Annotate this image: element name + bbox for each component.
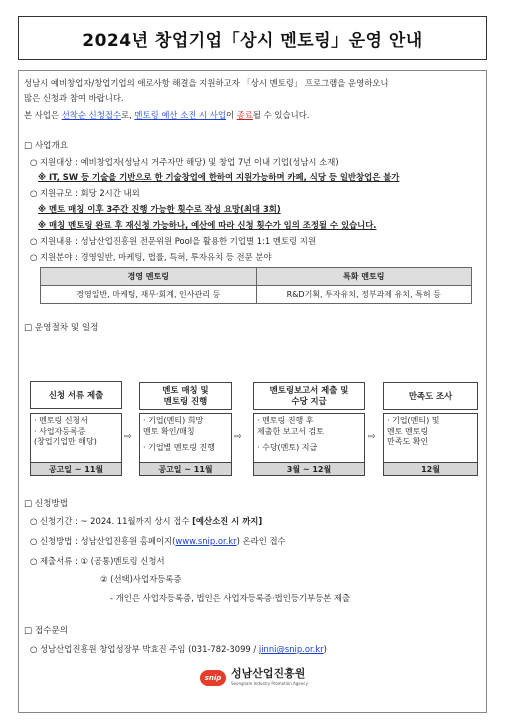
apply-docs-2: ② (선택)사업자등록증 [100,574,182,584]
step-3-item: 제출한 보고서 검토 [257,426,324,436]
first-come-highlight: 선착순 신청접수 [61,110,121,120]
apply-method-text: ) 온라인 접수 [236,536,286,546]
overview-scale-note-1: ※ 멘토 매칭 이후 3주간 진행 가능한 횟수로 작성 요망(최대 3회) [38,204,281,214]
overview-scale: ○ 지원규모 : 회당 2시간 내외 [30,188,140,198]
table-cell-management: 경영일반, 마케팅, 재무·회계, 인사관리 등 [41,286,257,304]
step-1-item: (창업기업만 해당) [34,437,97,446]
step-4-head: 만족도 조사 [383,382,478,410]
overview-target-note: ※ IT, SW 등 기술을 기반으로 한 기술창업에 한하여 지원가능하며 카페, 식당 등 일반창업은 불가 [38,172,400,182]
apply-docs-1: ○ 제출서류 : ① (공통)멘토링 신청서 [30,556,165,566]
apply-method [30,536,286,547]
overview-heading: □ 사업개요 [24,141,69,151]
page-title: 2024년 창업기업「상시 멘토링」운영 안내 [18,16,487,60]
step-2-item: · 기업(멘티) 희망 [143,416,204,425]
apply-period [30,516,262,527]
arrow-right-icon: ⇨ [234,432,242,442]
step-3-item: · 수당(멘토) 지급 [257,443,318,452]
apply-method-text: ○ 신청방법 : 성남산업진흥원 홈페이지( [30,536,176,546]
step-3-body [253,413,365,463]
apply-docs-3: - 개인은 사업자등록증, 법인은 사업자등록증·법인등기부등본 제출 [110,593,351,603]
step-3-period: 3월 ~ 12월 [253,462,365,476]
procedure-heading: □ 운영절차 및 일정 [24,323,99,333]
intro-line-3 [24,110,309,121]
overview-scale-note-2: ※ 매칭 멘토링 완료 후 재신청 가능하나, 예산에 따라 신청 횟수가 임의 조정될 수 있습니다. [38,220,377,230]
logo-subtitle: Seongnam Industry Promotion Agency [231,681,308,686]
contact-text: ) [323,644,327,654]
contact-heading: □ 접수문의 [24,626,69,636]
step-2-body [139,413,232,463]
arrow-right-icon: ⇨ [124,432,132,442]
mentoring-field-table [40,267,472,304]
contact-line [30,644,327,655]
intro-text: 될 수 있습니다. [252,110,310,120]
step-4-item: 만족도 확인 [387,437,429,446]
intro-line-2: 많은 신청과 참여 바랍니다. [24,93,124,103]
apply-period-budget: [예산소진 시 까지] [192,516,263,526]
step-1-period: 공고일 ~ 11월 [30,462,122,476]
step-2-item: · 기업별 멘토링 진행 [143,443,215,452]
step-4-period: 12월 [383,462,478,476]
step-1-head: 신청 서류 제출 [30,381,122,409]
intro-text: 본 사업은 [24,110,62,120]
apply-heading: □ 신청방법 [24,499,69,509]
step-2-item: 멘토 확인/매칭 [143,426,195,436]
budget-highlight: 멘토링 예산 소진 시 사업 [134,110,226,120]
table-cell-special: R&D기획, 투자유치, 정부과제 유치, 특허 등 [256,286,472,304]
step-2-period: 공고일 ~ 11월 [139,462,232,476]
step-4-body [383,413,478,463]
step-1-item: · 멘토링 신청서 [34,416,88,425]
step-1-item: · 사업자등록증 [34,426,86,436]
step-4-item: 멘토 멘토링 [387,426,429,436]
step-2-head: 멘토 매칭 및 멘토링 진행 [139,382,232,410]
step-3-item: · 멘토링 진행 후 [257,416,314,425]
snip-logo-icon: snip [200,670,226,686]
end-highlight: 종료 [236,110,253,120]
overview-content: ○ 지원내용 : 성남산업진흥원 전문위원 Pool을 활용한 기업별 1:1 멘토링 지원 [30,236,316,246]
overview-field: ○ 지원분야 : 경영일반, 마케팅, 법률, 특허, 투자유치 등 전문 분야 [30,252,272,262]
contact-email-link[interactable]: jinni@snip.or.kr [258,644,324,654]
table-header-management: 경영 멘토링 [41,268,257,286]
step-4-item: · 기업(멘티) 및 [387,416,440,425]
intro-text: 이 [225,110,237,120]
step-1-body [30,413,122,463]
arrow-right-icon: ⇨ [368,432,376,442]
table-header-special: 특화 멘토링 [256,268,472,286]
contact-text: ○ 성남산업진흥원 창업성장부 박효진 주임 (031-782-3099 / [30,644,259,654]
intro-line-1: 성남시 예비창업자/창업기업의 애로사항 해결을 지원하고자 「상시 멘토링」 프로그램을 운영하오니 [24,78,389,88]
apply-period-text: ○ 신청기간 : ~ 2024. 11월까지 상시 접수 [30,516,193,526]
step-3-head: 멘토링보고서 제출 및 수당 지급 [253,382,365,410]
logo-name: 성남산업진흥원 [231,667,306,680]
intro-text: 로, [120,110,135,120]
overview-target: ○ 지원대상 : 예비창업자(성남시 거주자만 해당) 및 창업 7년 이내 기업(성남시 소재) [30,157,339,167]
homepage-link[interactable]: www.snip.or.kr [175,536,237,546]
